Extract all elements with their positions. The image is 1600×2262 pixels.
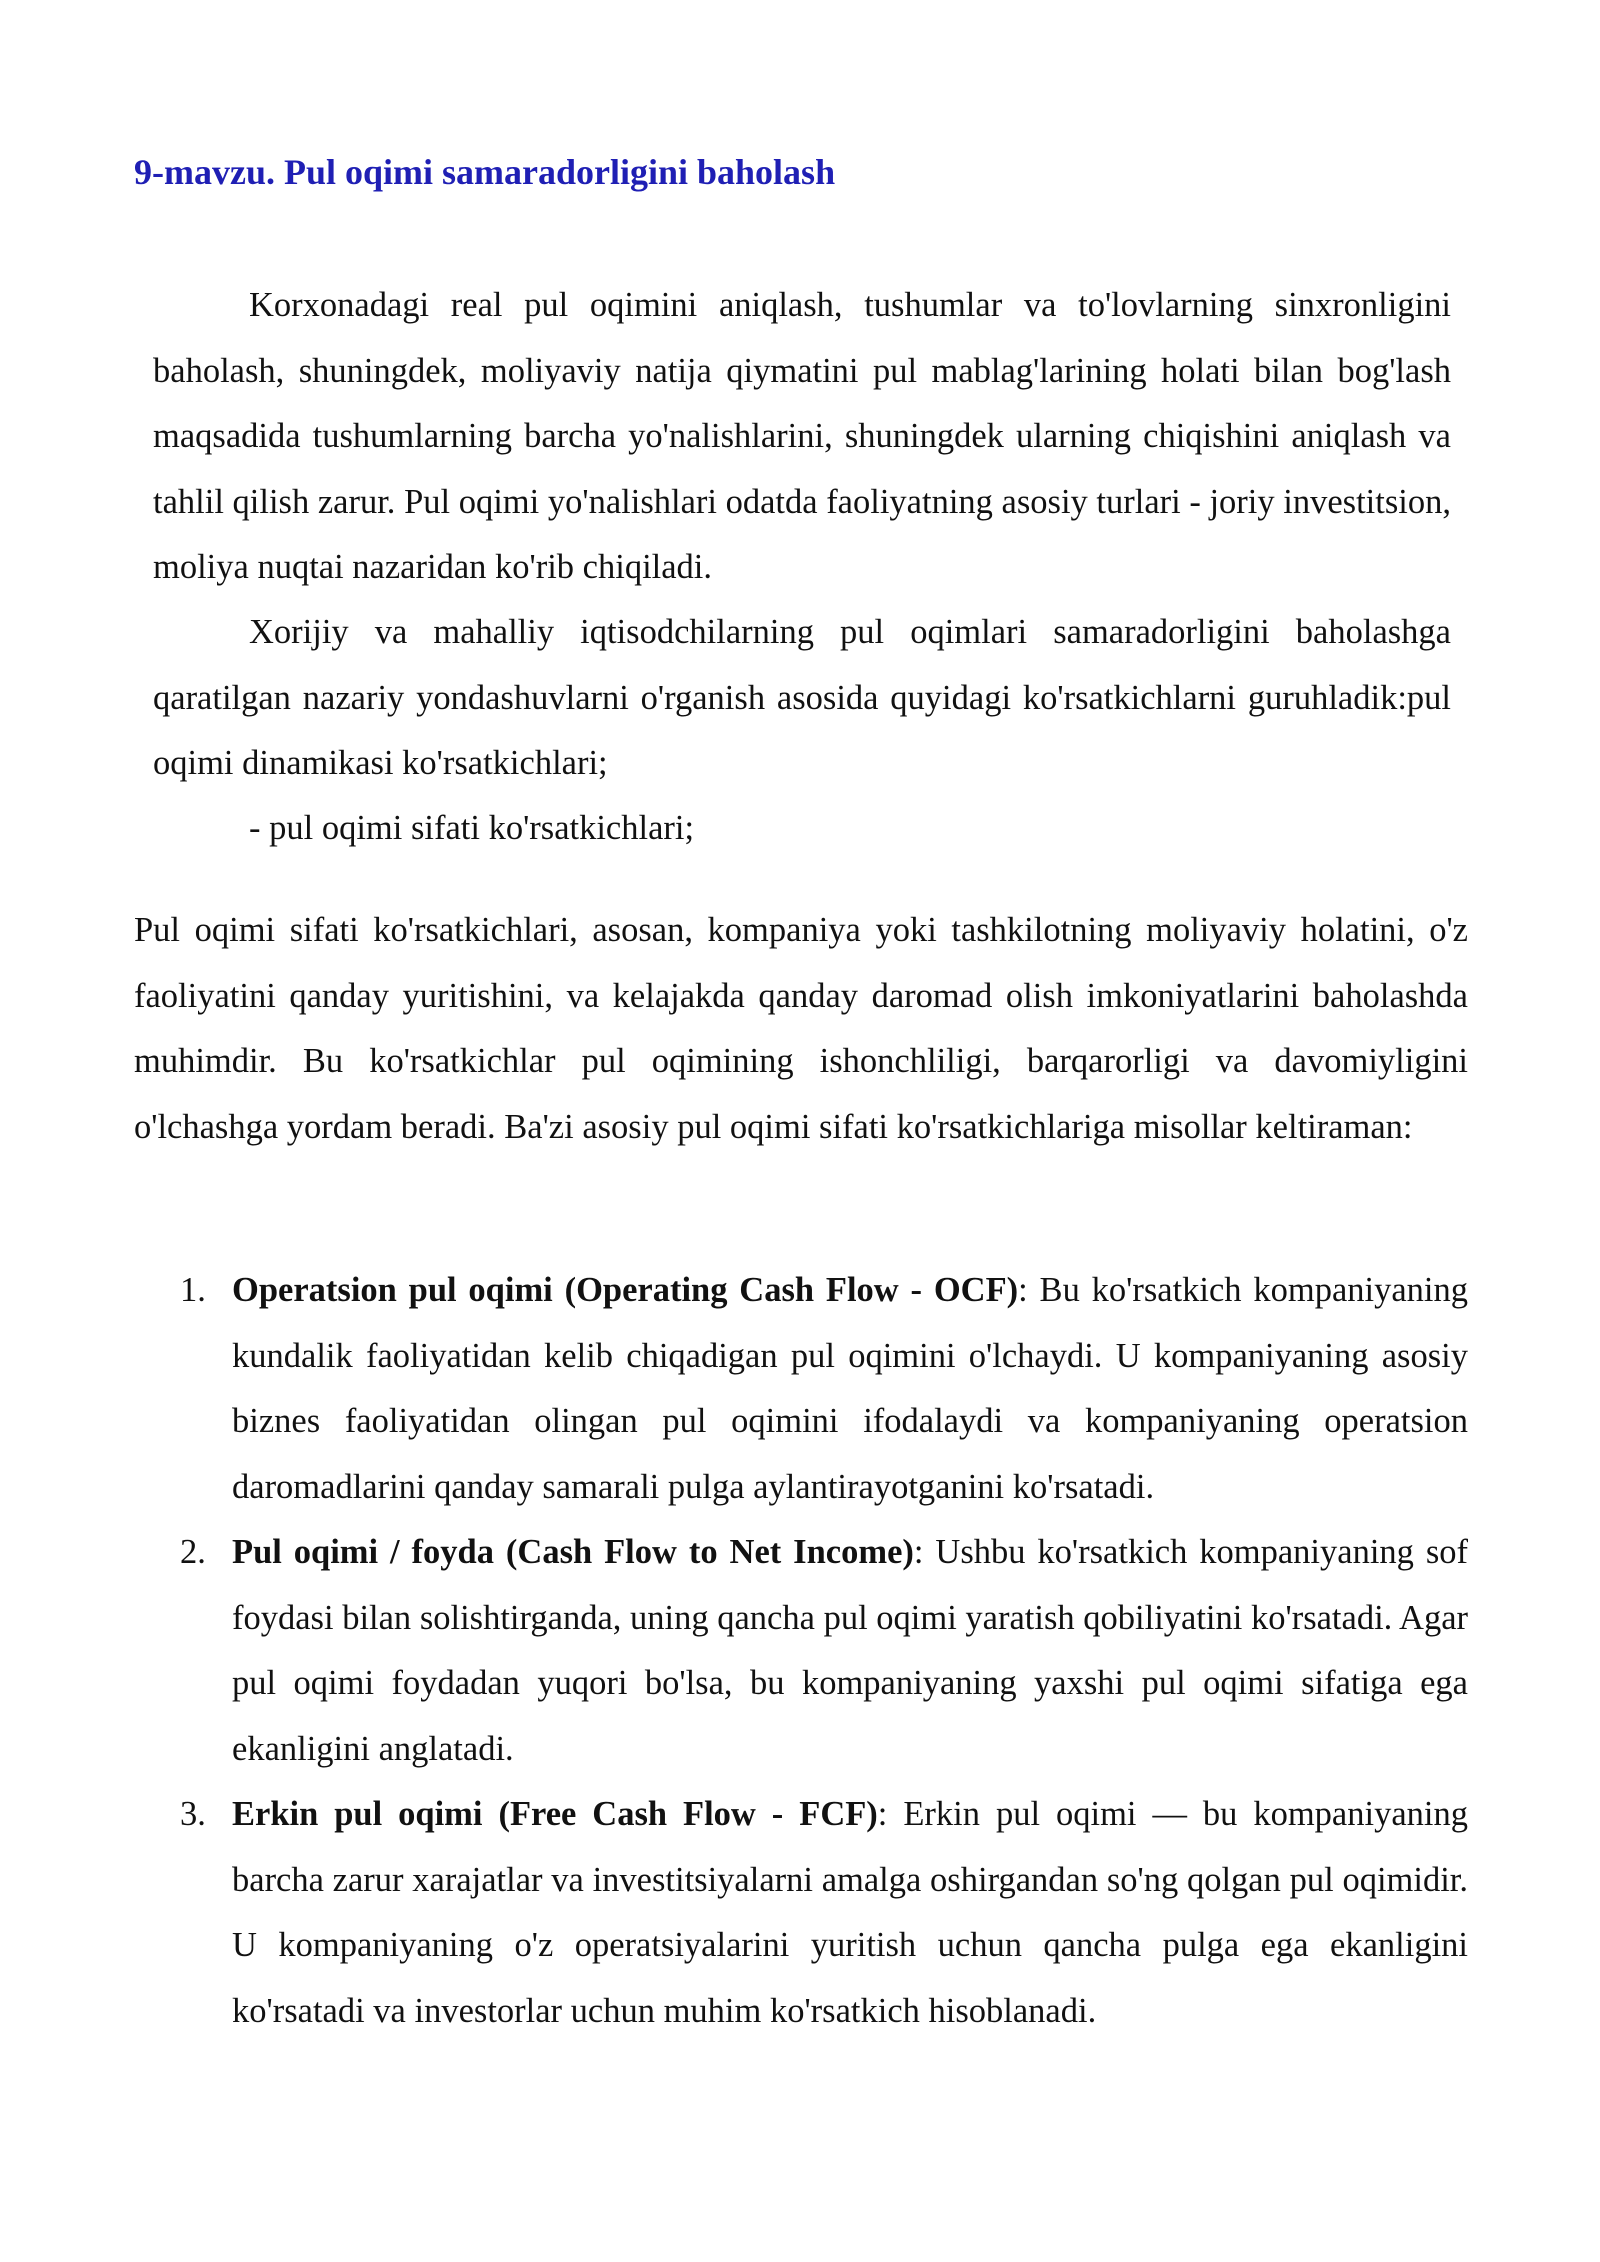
list-item <box>0 1782 1600 2044</box>
document-title: 9-mavzu. Pul oqimi samaradorligini baholash <box>134 152 836 192</box>
list-item <box>0 1258 1600 1520</box>
list-item <box>0 1520 1600 1782</box>
list-item-term: Pul oqimi / foyda (Cash Flow to Net Income) <box>232 1533 914 1571</box>
list-item-number: 3. <box>180 1795 206 1833</box>
indicator-list <box>0 1258 1600 2044</box>
list-item-text: : Bu ko'rsatkich kompaniyaning kundalik faoliyatidan kelib chiqadigan pul oqimini o'lchaydi. U kompaniyaning asosiy biznes faoliyatidan olingan pul oqimini ifodalaydi va kompaniyaning operatsion daromadlarini qanday samarali pulga aylantirayotganini ko'rsatadi. <box>232 1271 1469 1506</box>
list-item-text: : Ushbu ko'rsatkich kompaniyaning sof foydasi bilan solishtirganda, uning qancha pul oqimi yaratish qobiliyatini ko'rsatadi. Agar pul oqimi foydadan yuqori bo'lsa, bu kompaniyaning yaxshi pul oqimi sifatiga ega ekanligini anglatadi. <box>232 1533 1468 1768</box>
indicator-list-line: - pul oqimi sifati ko'rsatkichlari; <box>249 809 695 847</box>
list-item-body <box>232 1258 1468 1520</box>
list-item-term: Erkin pul oqimi (Free Cash Flow - FCF) <box>232 1795 878 1833</box>
list-item-body <box>232 1782 1468 2044</box>
quality-indicators-paragraph: Pul oqimi sifati ko'rsatkichlari, asosan, kompaniya yoki tashkilotning moliyaviy holatini, o'z faoliyatini qanday yuritishini, va kelajakda qanday daromad olish imkoniyatlarini baholashda muhimdir. Bu ko'rsatkichlar pul oqimining ishonchliligi, barqarorligi va davomiyligini o'lchashga yordam beradi. Ba'zi asosiy pul oqimi sifati ko'rsatkichlariga misollar keltiraman: <box>134 911 1468 1146</box>
indicators-paragraph: Xorijiy va mahalliy iqtisodchilarning pul oqimlari samaradorligini baholashga qaratilgan nazariy yondashuvlarni o'rganish asosida quyidagi ko'rsatkichlarni guruhladik:pul oqimi dinamikasi ko'rsatkichlari; <box>153 613 1451 782</box>
list-item-number: 2. <box>180 1533 206 1571</box>
intro-paragraph: Korxonadagi real pul oqimini aniqlash, tushumlar va to'lovlarning sinxronligini baholash, shuningdek, moliyaviy natija qiymatini pul mablag'larining holati bilan bog'lash maqsadida tushumlarning barcha yo'nalishlarini, shuningdek ularning chiqishini aniqlash va tahlil qilish zarur. Pul oqimi yo'nalishlari odatda faoliyatning asosiy turlari - joriy investitsion, moliya nuqtai nazaridan ko'rib chiqiladi. <box>153 286 1451 586</box>
list-item-number: 1. <box>180 1271 206 1309</box>
list-item-term: Operatsion pul oqimi (Operating Cash Flow - OCF) <box>232 1271 1019 1309</box>
list-item-body <box>232 1520 1468 1782</box>
list-item-text: : Erkin pul oqimi — bu kompaniyaning barcha zarur xarajatlar va investitsiyalarni amalga oshirgandan so'ng qolgan pul oqimidir. U kompaniyaning o'z operatsiyalarini yuritish uchun qancha pulga ega ekanligini ko'rsatadi va investorlar uchun muhim ko'rsatkich hisoblanadi. <box>232 1795 1468 2030</box>
